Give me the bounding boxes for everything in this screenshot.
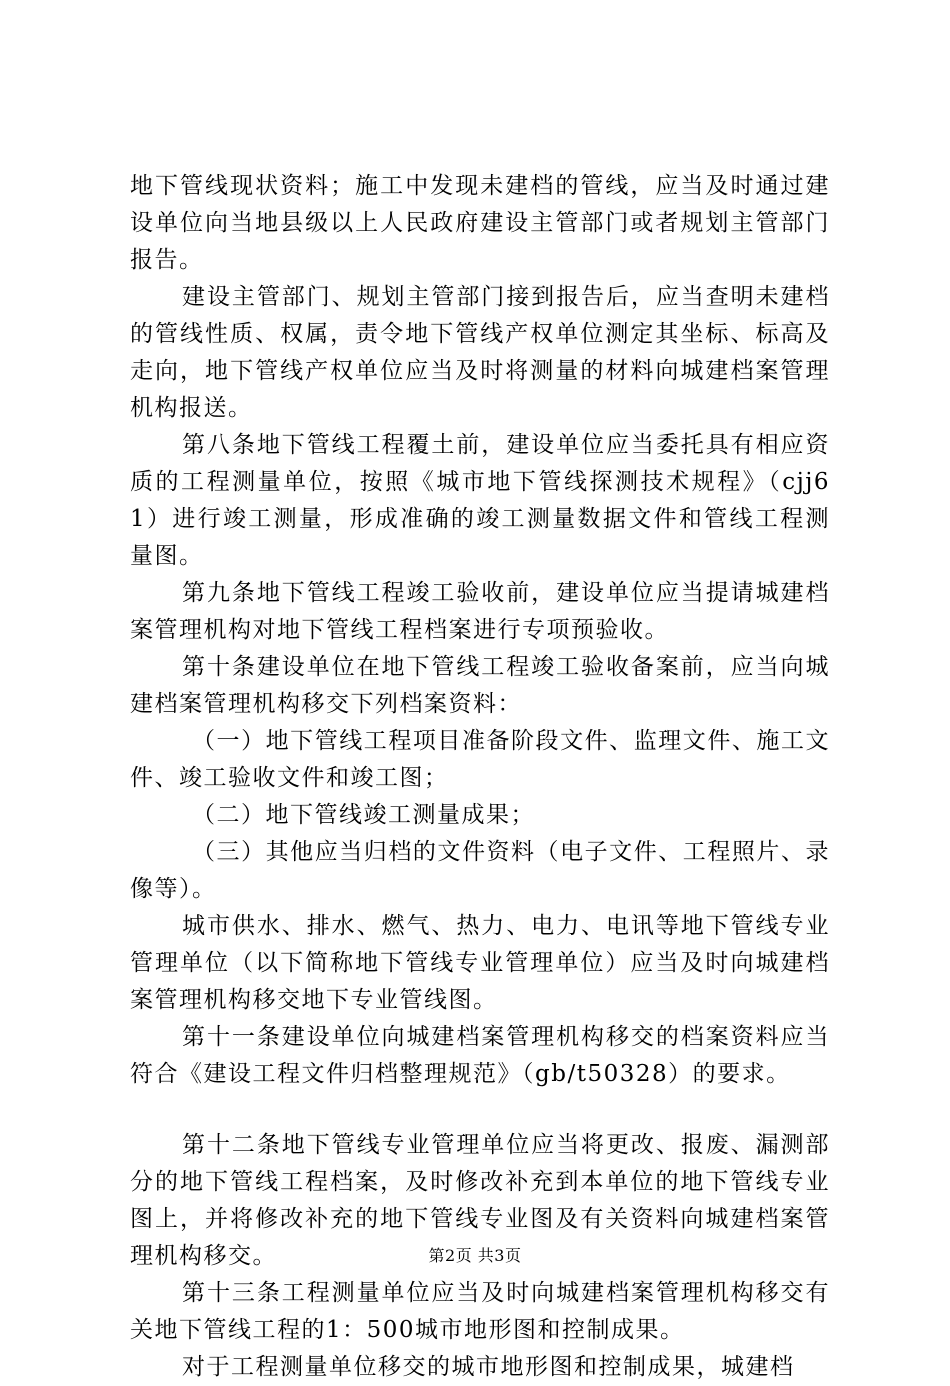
paragraph-article-12: 第十二条地下管线专业管理单位应当将更改、报废、漏测部分的地下管线工程档案，及时修改补充到本单位的地下管线专业图上，并将修改补充的地下管线专业图及有关资料向城建档案管理机构移交。 bbox=[130, 1132, 830, 1269]
list-item-1: （一）地下管线工程项目准备阶段文件、监理文件、施工文件、竣工验收文件和竣工图； bbox=[130, 728, 830, 791]
paragraph-article-9: 第九条地下管线工程竣工验收前，建设单位应当提请城建档案管理机构对地下管线工程档案进行专项预验收。 bbox=[130, 580, 830, 643]
list-item-2: （二）地下管线竣工测量成果； bbox=[192, 802, 535, 828]
paragraph-continuation: 地下管线现状资料；施工中发现未建档的管线，应当及时通过建设单位向当地县级以上人民政府建设主管部门或者规划主管部门报告。 bbox=[130, 173, 830, 273]
paragraph-report-handling: 建设主管部门、规划主管部门接到报告后，应当查明未建档的管线性质、权属，责令地下管线产权单位测定其坐标、标高及走向，地下管线产权单位应当及时将测量的材料向城建档案管理机构报送。 bbox=[130, 284, 830, 421]
paragraph-utility-units: 城市供水、排水、燃气、热力、电力、电讯等地下管线专业管理单位（以下简称地下管线专业管理单位）应当及时向城建档案管理机构移交地下专业管线图。 bbox=[130, 913, 830, 1013]
paragraph-article-13: 第十三条工程测量单位应当及时向城建档案管理机构移交有关地下管线工程的1：500城市地形图和控制成果。 bbox=[130, 1280, 830, 1343]
paragraph-article-8: 第八条地下管线工程覆土前，建设单位应当委托具有相应资质的工程测量单位，按照《城市地下管线探测技术规程》（cjj61）进行竣工测量，形成准确的竣工测量数据文件和管线工程测量图。 bbox=[130, 432, 830, 569]
page-footer: 第2页 共3页 bbox=[428, 1246, 522, 1265]
document-body bbox=[130, 168, 830, 1386]
paragraph-gap bbox=[130, 1093, 830, 1127]
list-item-3: （三）其他应当归档的文件资料（电子文件、工程照片、录像等）。 bbox=[130, 839, 830, 902]
paragraph-survey-results: 对于工程测量单位移交的城市地形图和控制成果，城建档 bbox=[182, 1354, 795, 1380]
paragraph-article-10: 第十条建设单位在地下管线工程竣工验收备案前，应当向城建档案管理机构移交下列档案资料： bbox=[130, 654, 830, 717]
paragraph-article-11: 第十一条建设单位向城建档案管理机构移交的档案资料应当符合《建设工程文件归档整理规范》（gb/t50328）的要求。 bbox=[130, 1024, 830, 1087]
